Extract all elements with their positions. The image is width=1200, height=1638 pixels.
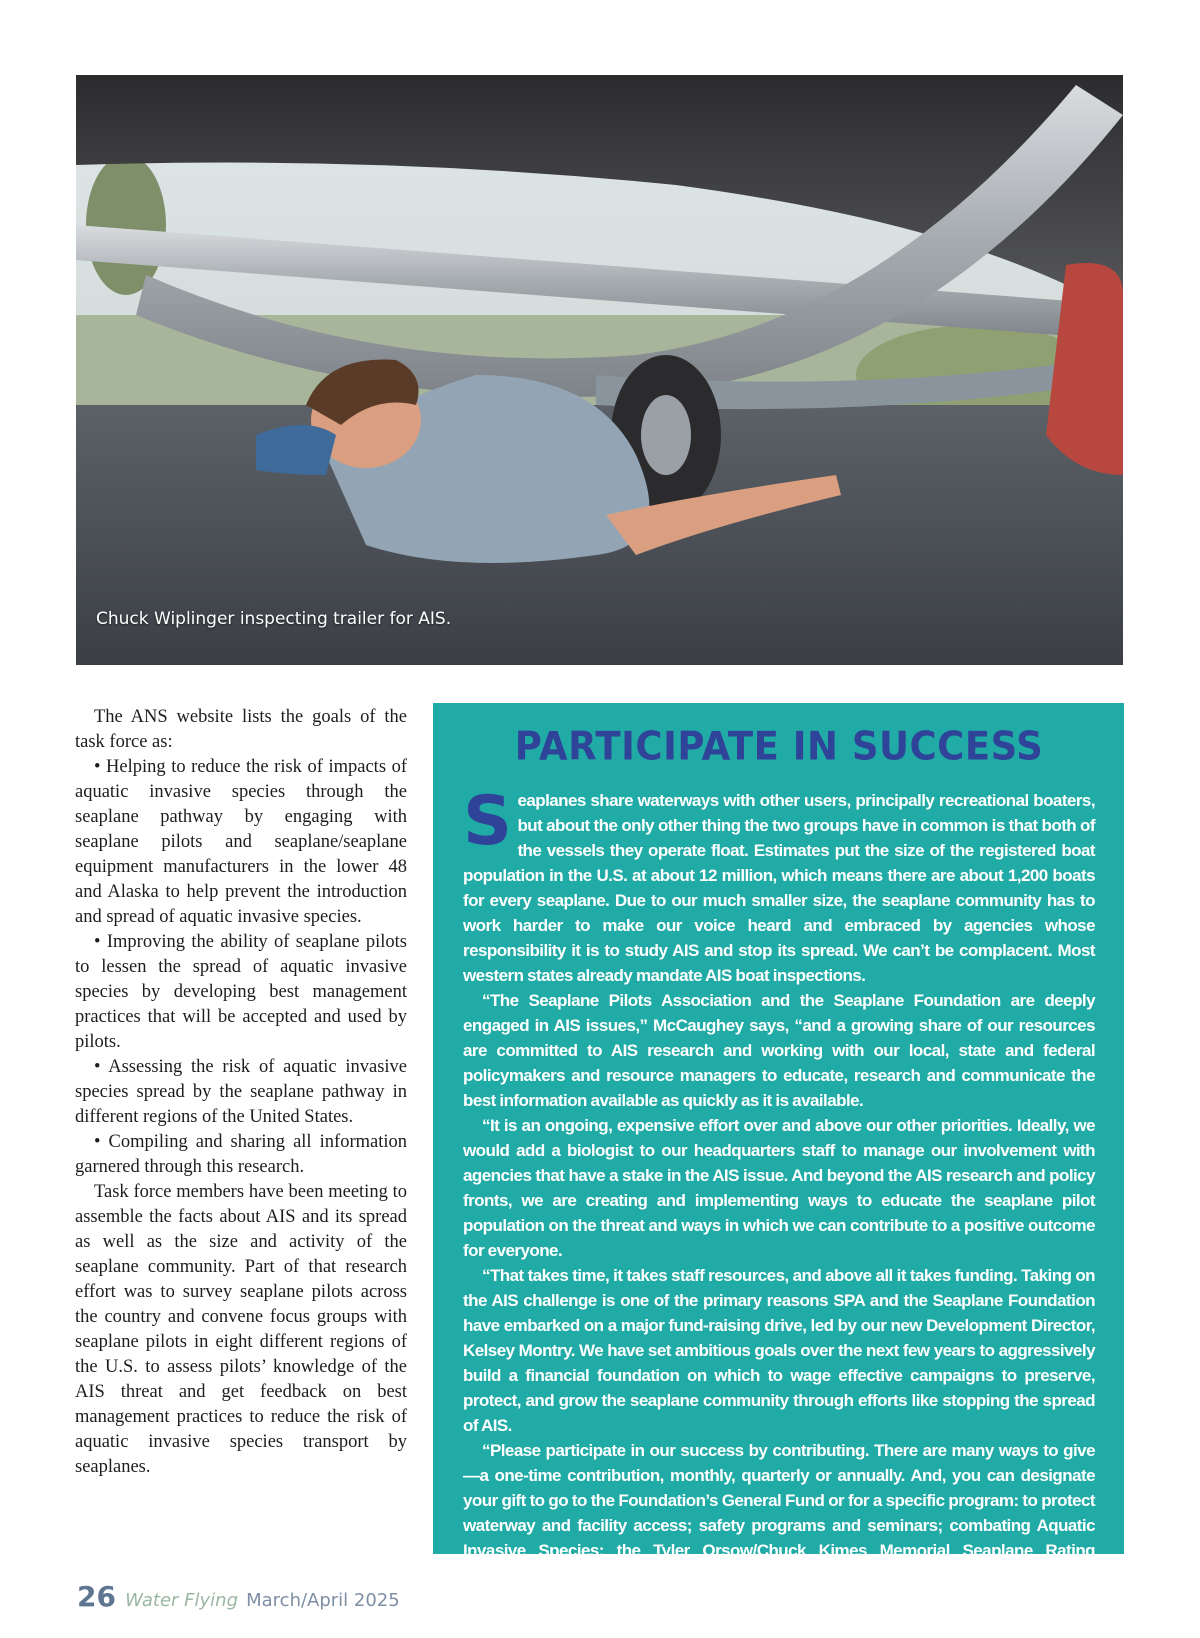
sidebar-paragraph bbox=[463, 782, 1095, 988]
sidebar-paragraph: “It is an ongoing, expensive effort over and above our other priorities. Ideally, we would add a biologist to our headquarters staff to manage our involvement with agencies that have a stake in the AIS issue. And beyond the AIS research and policy fronts, we are creating and implementing ways to educate the seaplane pilot population on the threat and ways in which we can contribute to a positive outcome for everyone. bbox=[463, 1116, 1095, 1260]
issue-date: March/April 2025 bbox=[246, 1590, 400, 1611]
goal-bullet: • Helping to reduce the risk of impacts of aquatic invasive species through the seaplane pathway by engaging with seaplane pilots and seaplane/seaplane equipment manufacturers in the lower 48 and Alaska to help prevent the introduction and spread of aquatic invasive species. bbox=[75, 757, 407, 927]
page-number: 26 bbox=[77, 1580, 116, 1613]
sidebar-body bbox=[463, 782, 1095, 1638]
goal-bullet: • Compiling and sharing all information garnered through this research. bbox=[75, 1132, 407, 1177]
photo-caption: Chuck Wiplinger inspecting trailer for AIS. bbox=[96, 609, 452, 629]
photo-illustration bbox=[76, 75, 1123, 665]
article-column bbox=[75, 705, 407, 1480]
sidebar-title: PARTICIPATE IN SUCCESS bbox=[514, 723, 1044, 770]
sidebar-box bbox=[433, 703, 1124, 1635]
page-footer bbox=[77, 1580, 400, 1613]
sidebar-paragraph: “The Seaplane Pilots Association and the Seaplane Foundation are deeply engaged in AIS issues,” McCaughey says, “and a growing share of our resources are committed to AIS research and working with our local, state and federal policymakers and resource managers to educate, research and communicate the best information available as quickly as it is available. bbox=[463, 991, 1095, 1110]
sidebar-paragraph: “Please participate in our success by contributing. There are many ways to give—a one-time contribution, monthly, quarterly or annually. And, you can designate your gift to go to the Foundation’s General Fund or for a specific program: to protect waterway and facility access; safety programs and seminars; combating Aquatic Invasive Species; the Tyler Orsow/Chuck Kimes Memorial Seaplane Rating Scholarship; the Women Making a Splash Seaplane Rating Scholarship; the Newport, Maine, Seaplane Base; and the Captain’s Society.” bbox=[463, 1441, 1095, 1610]
article-paragraph: Task force members have been meeting to assemble the facts about AIS and its spread as well as the size and activity of the seaplane community. Part of that research effort was to survey seaplane pilots across the country and convene focus groups with seaplane pilots in eight different regions of the U.S. to assess pilots’ knowledge of the AIS threat and get feedback on best management practices to reduce the risk of aquatic invasive species transport by seaplanes. bbox=[75, 1182, 407, 1477]
article-paragraph: The ANS website lists the goals of the task force as: bbox=[75, 707, 407, 752]
sidebar-first-text: eaplanes share waterways with other users, principally recreational boaters, but about the only other thing the two groups have in common is that both of the vessels they operate float. Estimates put the size of the registered boat population in the U.S. at about 12 million, which means there are about 1,200 boats for every seaplane. Due to our much smaller size, the seaplane community has to work harder to make our voice heard and embraced by agencies whose responsibility it is to study AIS and stop its spread. We can’t be complacent. Most western states already mandate AIS boat inspections. bbox=[463, 791, 1095, 985]
goal-bullet: • Improving the ability of seaplane pilots to lessen the spread of aquatic invasive species by developing best management practices that will be accepted and used by pilots. bbox=[75, 932, 407, 1052]
publication-name: Water Flying bbox=[125, 1590, 239, 1611]
goal-bullet: • Assessing the risk of aquatic invasive species spread by the seaplane pathway in different regions of the United States. bbox=[75, 1057, 407, 1127]
donate-link-paragraph: For more information, please go to www.seaplanefoundation.org/donate/. bbox=[482, 1616, 1033, 1635]
sidebar-paragraph: “That takes time, it takes staff resources, and above all it takes funding. Taking on the AIS challenge is one of the primary reasons SPA and the Seaplane Foundation have embarked on a major fund-raising drive, led by our new Development Director, Kelsey Montry. We have set ambitious goals over the next few years to aggressively build a financial foundation on which to wage effective campaigns to preserve, protect, and grow the seaplane community through efforts like stopping the spread of AIS. bbox=[463, 1266, 1095, 1435]
drop-cap: S bbox=[463, 782, 512, 861]
article-photo bbox=[76, 75, 1123, 665]
